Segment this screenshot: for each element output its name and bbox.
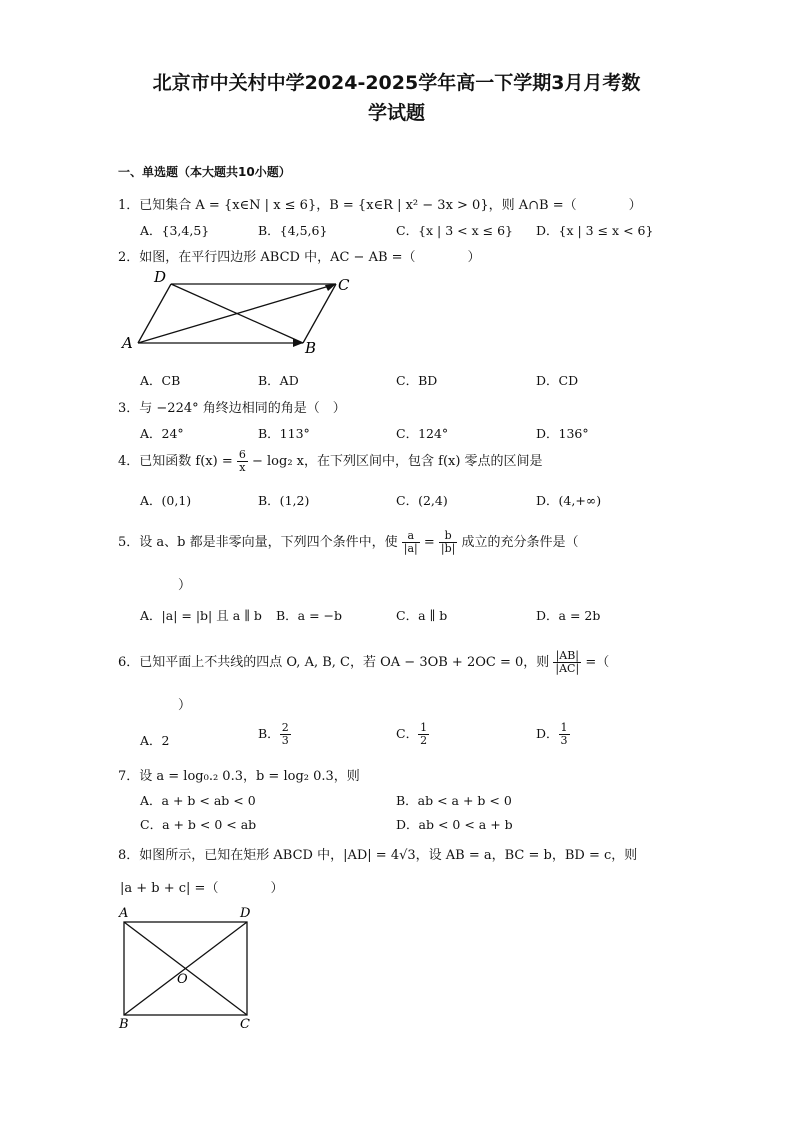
figure-label-d: D	[154, 268, 167, 286]
q1-option-a: A．{3,4,5}	[140, 223, 210, 238]
figure-label-b: B	[305, 339, 317, 357]
q2-option-a: A．CB	[140, 373, 181, 388]
q5-fraction-b: $\frac{b}{|b|}$	[440, 529, 456, 555]
q3-option-c: C．124°	[396, 426, 449, 441]
question-7: 7．设 a = log₀.₂ 0.3，b = log₂ 0.3，则	[118, 769, 360, 784]
q6-option-c: C． $\frac{1}{2}$	[396, 721, 428, 747]
question-2: 2．如图，在平行四边形 ABCD 中，AC − AB =（ ）	[118, 250, 481, 265]
q6-option-a: A．2	[140, 733, 170, 748]
q5-option-a: A．|a| = |b| 且 a ∥ b	[140, 608, 262, 623]
q6-option-b: B． $\frac{2}{3}$	[258, 721, 289, 747]
q6-fraction: $\frac{|AB|}{|AC|}$	[555, 649, 580, 675]
rect-label-b: B	[119, 1017, 129, 1032]
page-title: 北京市中关村中学2024-2025学年高一下学期3月月考数	[152, 72, 641, 94]
question-8: 8．如图所示，已知在矩形 ABCD 中，|AD| = 4√3，设 AB = a，BC = b，BD = c，则	[118, 848, 638, 863]
question-6	[118, 650, 609, 675]
rect-label-o: O	[177, 972, 188, 987]
q4-option-b: B．(1,2)	[258, 493, 310, 508]
q5-close-paren: ）	[178, 578, 192, 593]
q5-text-pre: 5．设 a、b 都是非零向量，下列四个条件中，使	[118, 535, 398, 550]
q4-text-pre: 4．已知函数 f(x) =	[118, 454, 233, 469]
q5-option-d: D．a = 2b	[536, 608, 601, 623]
rect-label-c: C	[240, 1017, 250, 1032]
q5-equals: =	[423, 535, 435, 550]
q5-fraction-a: $\frac{a}{|a|}$	[403, 529, 418, 555]
question-4	[118, 449, 543, 474]
q4-option-d: D．(4,+∞)	[536, 493, 602, 508]
question-3: 3．与 −224° 角终边相同的角是（ ）	[118, 401, 346, 416]
figure-label-a: A	[122, 334, 133, 352]
q6-text-post: =（	[585, 655, 610, 670]
q4-option-a: A．(0,1)	[140, 493, 192, 508]
q3-option-b: B．113°	[258, 426, 310, 441]
rect-label-d: D	[240, 906, 251, 921]
q6-text-pre: 6．已知平面上不共线的四点 O, A, B, C，若 OA − 3OB + 2OC = 0，则	[118, 655, 550, 670]
q2-option-d: D．CD	[536, 373, 579, 388]
q4-text-post: − log₂ x，在下列区间中，包含 f(x) 零点的区间是	[252, 454, 543, 469]
rectangle-figure	[112, 902, 262, 1032]
q7-option-a: A．a + b < ab < 0	[140, 793, 256, 808]
q6-option-d: D． $\frac{1}{3}$	[536, 721, 568, 747]
q7-option-b: B．ab < a + b < 0	[396, 793, 512, 808]
q5-text-post: 成立的充分条件是（	[461, 535, 579, 550]
q2-option-c: C．BD	[396, 373, 438, 388]
q5-option-b: B．a = −b	[276, 608, 343, 623]
q6-close-paren: ）	[178, 698, 192, 713]
q4-option-c: C．(2,4)	[396, 493, 448, 508]
q7-option-c: C．a + b < 0 < ab	[140, 817, 257, 832]
page-title-line2: 学试题	[367, 102, 425, 124]
figure-label-c: C	[338, 276, 350, 294]
q1-option-c: C．{x | 3 < x ≤ 6}	[396, 223, 513, 238]
question-5	[118, 530, 579, 555]
q4-fraction: $\frac{6}{x}$	[238, 448, 246, 474]
q1-option-d: D．{x | 3 ≤ x < 6}	[536, 223, 654, 238]
q1-option-b: B．{4,5,6}	[258, 223, 328, 238]
q5-option-c: C．a ∥ b	[396, 608, 448, 623]
question-1: 1．已知集合 A = {x∈N | x ≤ 6}，B = {x∈R | x² − 3x > 0}，则 A∩B =（ ）	[118, 198, 642, 213]
q3-option-d: D．136°	[536, 426, 589, 441]
question-8-line2: |a + b + c| =（ ）	[120, 881, 284, 896]
q7-option-d: D．ab < 0 < a + b	[396, 817, 513, 832]
q2-option-b: B．AD	[258, 373, 299, 388]
section-heading: 一、单选题（本大题共10小题）	[118, 165, 291, 179]
q3-option-a: A．24°	[140, 426, 184, 441]
parallelogram-figure	[118, 268, 358, 360]
rect-label-a: A	[119, 906, 129, 921]
